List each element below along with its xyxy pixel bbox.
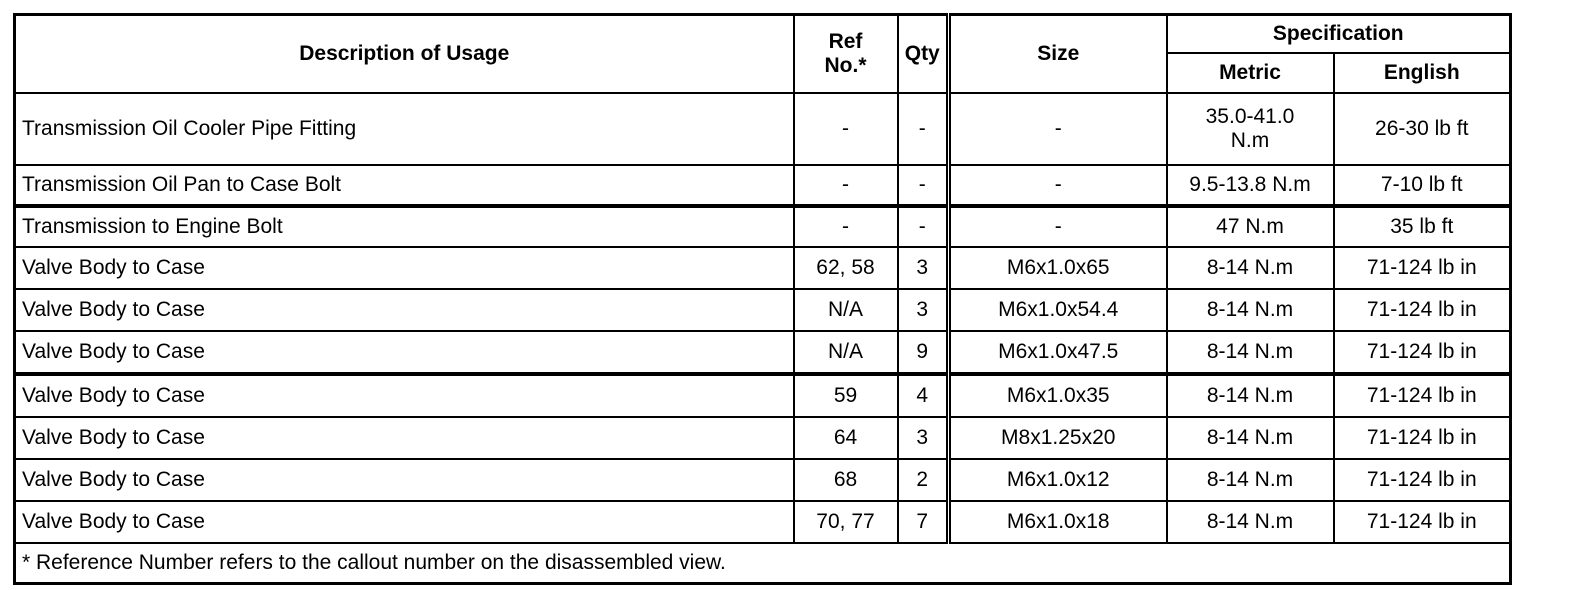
cell-metric bbox=[1167, 417, 1334, 459]
table-row bbox=[15, 206, 1511, 247]
cell-qty: - bbox=[898, 165, 949, 206]
cell-english: 71-124 lb in bbox=[1334, 501, 1511, 543]
torque-specification-table bbox=[13, 13, 1512, 585]
cell-size: - bbox=[949, 165, 1167, 206]
cell-metric bbox=[1167, 289, 1334, 331]
cell-size: M6x1.0x18 bbox=[949, 501, 1167, 543]
cell-qty: 3 bbox=[898, 289, 949, 331]
cell-ref-no: 68 bbox=[794, 459, 898, 501]
cell-english: 71-124 lb in bbox=[1334, 289, 1511, 331]
header-metric: Metric bbox=[1167, 53, 1334, 93]
cell-metric-line1: 8-14 N.m bbox=[1206, 340, 1294, 363]
cell-english: 71-124 lb in bbox=[1334, 459, 1511, 501]
cell-qty: 4 bbox=[898, 374, 949, 417]
cell-metric bbox=[1167, 247, 1334, 289]
cell-size: - bbox=[949, 206, 1167, 247]
footnote: * Reference Number refers to the callout number on the disassembled view. bbox=[15, 543, 1511, 584]
cell-qty: 3 bbox=[898, 247, 949, 289]
cell-metric-line1: 8-14 N.m bbox=[1206, 256, 1294, 279]
header-specification: Specification bbox=[1167, 15, 1511, 54]
table-row bbox=[15, 289, 1511, 331]
cell-qty: - bbox=[898, 93, 949, 165]
cell-description: Valve Body to Case bbox=[15, 417, 794, 459]
cell-metric-line2: N.m bbox=[1230, 129, 1270, 152]
cell-description: Valve Body to Case bbox=[15, 289, 794, 331]
cell-english: 71-124 lb in bbox=[1334, 331, 1511, 374]
table-row bbox=[15, 93, 1511, 165]
header-size: Size bbox=[949, 15, 1167, 94]
cell-qty: 9 bbox=[898, 331, 949, 374]
cell-english: 7-10 lb ft bbox=[1334, 165, 1511, 206]
table-row bbox=[15, 331, 1511, 374]
cell-metric bbox=[1167, 374, 1334, 417]
header-ref-line2: No.* bbox=[824, 54, 867, 77]
cell-english: 26-30 lb ft bbox=[1334, 93, 1511, 165]
table-row bbox=[15, 374, 1511, 417]
cell-size: M8x1.25x20 bbox=[949, 417, 1167, 459]
header-ref-no bbox=[794, 15, 898, 94]
cell-size: M6x1.0x12 bbox=[949, 459, 1167, 501]
cell-metric bbox=[1167, 93, 1334, 165]
cell-english: 71-124 lb in bbox=[1334, 374, 1511, 417]
cell-metric-line1: 8-14 N.m bbox=[1206, 384, 1294, 407]
cell-metric-line1: 47 N.m bbox=[1216, 215, 1284, 238]
cell-ref-no: N/A bbox=[794, 289, 898, 331]
cell-metric-line1: 9.5-13.8 N.m bbox=[1189, 173, 1311, 196]
cell-ref-no: - bbox=[794, 93, 898, 165]
cell-metric-line1: 8-14 N.m bbox=[1206, 426, 1294, 449]
header-qty: Qty bbox=[898, 15, 949, 94]
cell-description: Valve Body to Case bbox=[15, 374, 794, 417]
cell-ref-no: N/A bbox=[794, 331, 898, 374]
cell-qty: 2 bbox=[898, 459, 949, 501]
cell-ref-no: 70, 77 bbox=[794, 501, 898, 543]
cell-qty: 3 bbox=[898, 417, 949, 459]
cell-metric-line1: 8-14 N.m bbox=[1206, 298, 1294, 321]
cell-ref-no: - bbox=[794, 165, 898, 206]
cell-metric-line1: 35.0-41.0 bbox=[1205, 105, 1295, 128]
cell-metric bbox=[1167, 331, 1334, 374]
cell-description: Valve Body to Case bbox=[15, 501, 794, 543]
cell-ref-no: - bbox=[794, 206, 898, 247]
cell-english: 35 lb ft bbox=[1334, 206, 1511, 247]
cell-size: - bbox=[949, 93, 1167, 165]
cell-qty: 7 bbox=[898, 501, 949, 543]
cell-metric bbox=[1167, 459, 1334, 501]
cell-ref-no: 64 bbox=[794, 417, 898, 459]
cell-metric-line1: 8-14 N.m bbox=[1206, 468, 1294, 491]
cell-description: Transmission Oil Pan to Case Bolt bbox=[15, 165, 794, 206]
table-row bbox=[15, 459, 1511, 501]
header-ref-line1: Ref bbox=[828, 30, 863, 53]
table-row bbox=[15, 417, 1511, 459]
cell-english: 71-124 lb in bbox=[1334, 417, 1511, 459]
table-row bbox=[15, 247, 1511, 289]
table-body bbox=[15, 93, 1511, 543]
cell-size: M6x1.0x65 bbox=[949, 247, 1167, 289]
cell-metric bbox=[1167, 501, 1334, 543]
cell-description: Transmission Oil Cooler Pipe Fitting bbox=[15, 93, 794, 165]
cell-metric bbox=[1167, 165, 1334, 206]
cell-size: M6x1.0x54.4 bbox=[949, 289, 1167, 331]
cell-description: Transmission to Engine Bolt bbox=[15, 206, 794, 247]
cell-description: Valve Body to Case bbox=[15, 459, 794, 501]
table-row bbox=[15, 501, 1511, 543]
table-row bbox=[15, 165, 1511, 206]
cell-ref-no: 59 bbox=[794, 374, 898, 417]
cell-description: Valve Body to Case bbox=[15, 331, 794, 374]
cell-qty: - bbox=[898, 206, 949, 247]
cell-metric bbox=[1167, 206, 1334, 247]
cell-size: M6x1.0x35 bbox=[949, 374, 1167, 417]
cell-metric-line1: 8-14 N.m bbox=[1206, 510, 1294, 533]
header-description: Description of Usage bbox=[15, 15, 794, 94]
cell-description: Valve Body to Case bbox=[15, 247, 794, 289]
cell-english: 71-124 lb in bbox=[1334, 247, 1511, 289]
cell-ref-no: 62, 58 bbox=[794, 247, 898, 289]
cell-size: M6x1.0x47.5 bbox=[949, 331, 1167, 374]
header-english: English bbox=[1334, 53, 1511, 93]
